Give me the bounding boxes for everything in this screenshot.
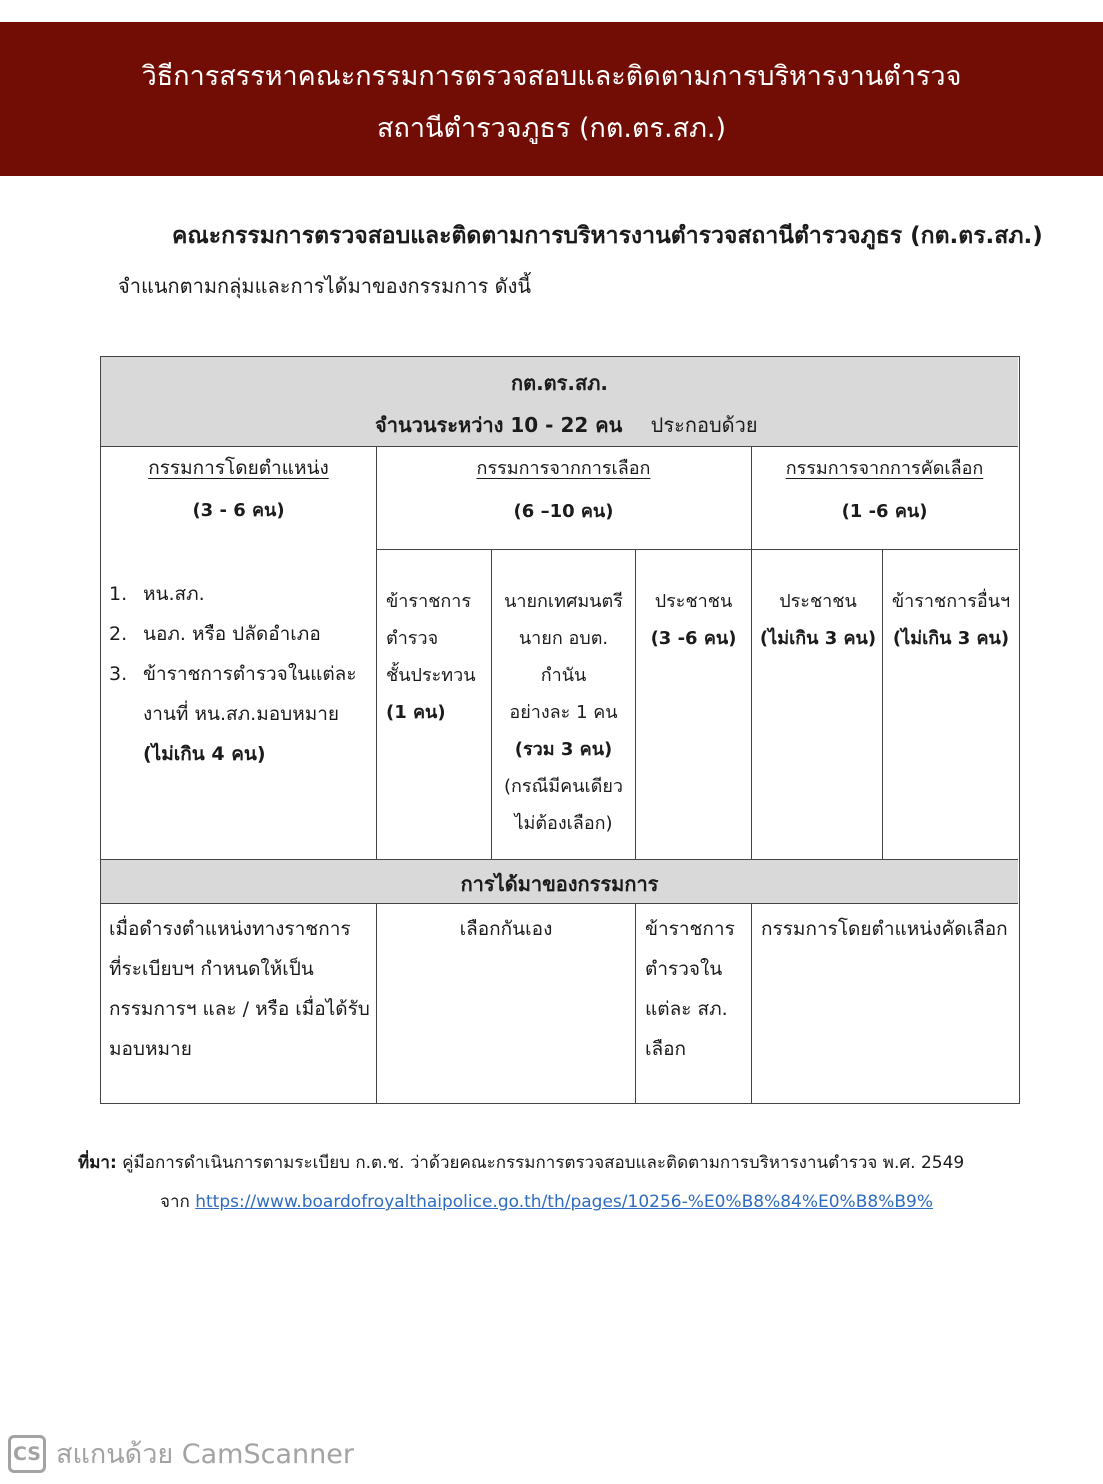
cell-text: อย่างละ 1 คน xyxy=(509,702,618,723)
grid-line xyxy=(751,903,752,1103)
grid-line xyxy=(101,903,1018,904)
acquisition-ex-officio xyxy=(109,909,375,1069)
table-title: กต.ตร.สภ. xyxy=(510,371,608,395)
cell-text: ชั้นประทวน xyxy=(386,665,476,686)
cell-count: (รวม 3 คน) xyxy=(514,739,613,760)
watermark-text: สแกนด้วย CamScanner xyxy=(56,1439,354,1470)
cell-text: เมื่อดำรงตำแหน่งทางราชการ xyxy=(109,918,351,940)
cell-count: (1 คน) xyxy=(386,702,446,723)
elected-header xyxy=(376,453,751,525)
source-from: จาก xyxy=(160,1192,196,1212)
banner-title-line-2: สถานีตำรวจภูธร (กต.ตร.สภ.) xyxy=(377,113,726,144)
list-item: 2. นอภ. หรือ ปลัดอำเภอ xyxy=(109,623,321,645)
banner-title-line-1: วิธีการสรรหาคณะกรรมการตรวจสอบและติดตามการบริหารงานตำรวจ xyxy=(141,61,962,92)
selected-public xyxy=(753,583,883,657)
cell-text: ประชาชน xyxy=(654,591,733,612)
source-text: คู่มือการดำเนินการตามระเบียบ ก.ต.ช. ว่าด้วยคณะกรรมการตรวจสอบและติดตามการบริหารงานตำรวจ พ.ศ. 2549 xyxy=(116,1153,965,1173)
elected-count: (6 –10 คน) xyxy=(513,501,614,522)
cell-text: ตำรวจใน xyxy=(645,958,723,980)
cell-text: นายก อบต. xyxy=(518,628,609,649)
cell-text: ข้าราชการอื่นฯ xyxy=(891,591,1011,612)
acquisition-header xyxy=(101,860,1018,903)
cell-note: (กรณีมีคนเดียว xyxy=(504,776,623,797)
title-banner xyxy=(0,22,1103,176)
ex-officio-header xyxy=(101,453,376,524)
cell-text: ที่ระเบียบฯ กำหนดให้เป็น xyxy=(109,958,314,980)
cell-note: ไม่ต้องเลือก) xyxy=(514,813,613,834)
ex-officio-list xyxy=(109,579,374,769)
cell-text: มอบหมาย xyxy=(109,1038,192,1060)
cell-text: กรรมการฯ และ / หรือ เมื่อได้รับ xyxy=(109,998,370,1020)
cell-text: ข้าราชการ xyxy=(386,591,472,612)
ex-officio-title: กรรมการโดยตำแหน่ง xyxy=(148,457,329,479)
grid-line xyxy=(101,446,1018,447)
source-link[interactable]: https://www.boardofroyalthaipolice.go.th/th/pages/10256-%E0%B8%84%E0%B8%B9% xyxy=(195,1192,933,1212)
list-item-continuation: งานที่ หน.สภ.มอบหมาย xyxy=(143,703,340,725)
table-composed-of: ประกอบด้วย xyxy=(650,413,758,437)
acquisition-title: การได้มาของกรรมการ xyxy=(460,872,659,896)
table-member-count: จำนวนระหว่าง 10 - 22 คน xyxy=(375,413,623,437)
grid-line xyxy=(376,549,1018,550)
ex-officio-limit: (ไม่เกิน 4 คน) xyxy=(143,743,266,765)
selected-officials xyxy=(884,583,1018,657)
cell-text: แต่ละ สภ. xyxy=(645,998,728,1020)
source-citation xyxy=(78,1149,964,1176)
cell-count: (ไม่เกิน 3 คน) xyxy=(759,628,877,649)
acquisition-selected: กรรมการโดยตำแหน่งคัดเลือก xyxy=(761,918,1008,940)
committee-table xyxy=(100,356,1020,1104)
cell-text: ข้าราชการ xyxy=(645,918,735,940)
cell-text: นายกเทศมนตรี xyxy=(504,591,623,612)
list-item: 3. ข้าราชการตำรวจในแต่ละ xyxy=(109,663,357,685)
source-label: ที่มา: xyxy=(78,1153,117,1173)
camscanner-logo-icon: CS xyxy=(8,1435,46,1473)
selected-count: (1 -6 คน) xyxy=(841,501,928,522)
cell-text: ประชาชน xyxy=(779,591,857,612)
selected-title: กรรมการจากการคัดเลือก xyxy=(785,458,984,479)
elected-local-officials xyxy=(492,583,635,842)
acquisition-local: เลือกกันเอง xyxy=(459,918,553,940)
list-item: 1. หน.สภ. xyxy=(109,583,205,605)
table-header xyxy=(101,357,1018,446)
cell-text: ตำรวจ xyxy=(386,628,439,649)
elected-police xyxy=(386,583,490,731)
selected-header xyxy=(751,453,1018,525)
cell-text: กำนัน xyxy=(540,665,587,686)
document-subheading: จำแนกตามกลุ่มและการได้มาของกรรมการ ดังนี้ xyxy=(118,274,532,298)
ex-officio-count: (3 - 6 คน) xyxy=(192,500,285,521)
acquisition-public xyxy=(645,909,750,1069)
elected-public xyxy=(636,583,751,657)
document-heading: คณะกรรมการตรวจสอบและติดตามการบริหารงานตำรวจสถานีตำรวจภูธร (กต.ตร.สภ.) xyxy=(172,223,1043,249)
camscanner-watermark xyxy=(8,1432,354,1475)
table-count-row xyxy=(375,409,758,441)
elected-title: กรรมการจากการเลือก xyxy=(476,458,651,479)
cell-text: เลือก xyxy=(645,1038,687,1060)
cell-count: (3 -6 คน) xyxy=(650,628,737,649)
source-url-line xyxy=(160,1188,933,1215)
cell-count: (ไม่เกิน 3 คน) xyxy=(892,628,1010,649)
grid-line xyxy=(101,859,1018,860)
grid-line xyxy=(635,903,636,1103)
